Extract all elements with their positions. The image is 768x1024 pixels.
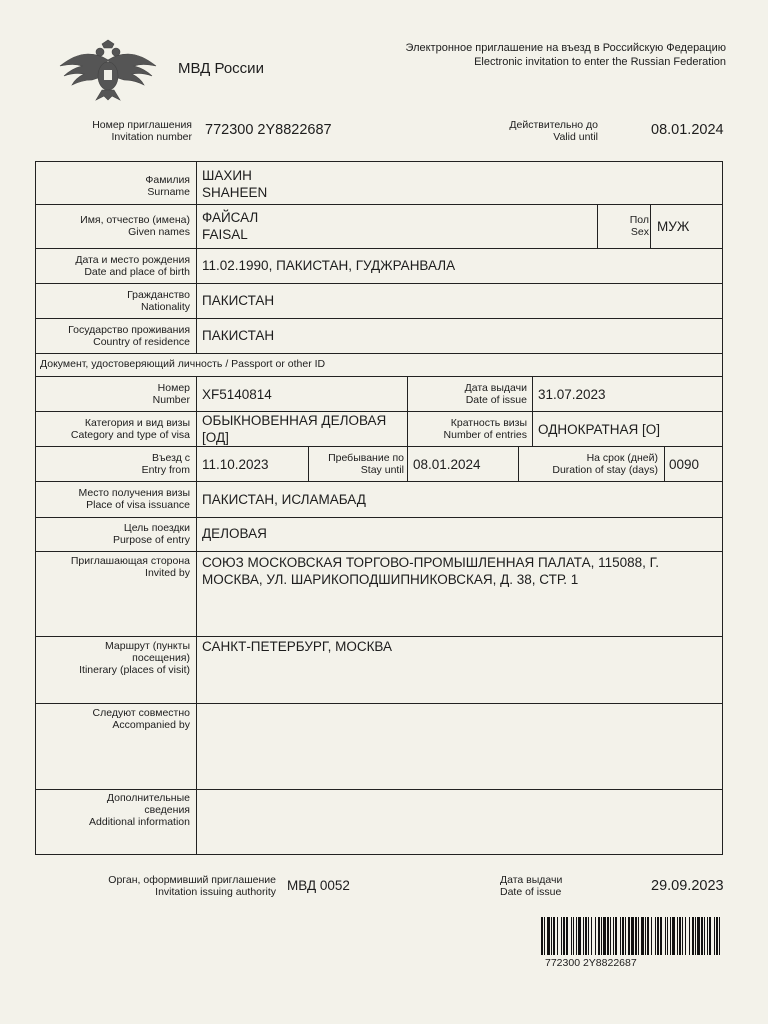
valid-until-label (460, 119, 598, 143)
purpose-label-en: Purpose of entry (112, 534, 190, 546)
birth-label (36, 254, 190, 278)
footer-issue-date-value: 29.09.2023 (651, 878, 724, 894)
passport-section-header: Документ, удостоверяющий личность / Passport or other ID (40, 358, 326, 370)
itinerary-label-ru-1: Маршрут (пункты (105, 640, 190, 652)
document-title-ru: Электронное приглашение на въезд в Российскую Федерацию (405, 42, 726, 54)
surname-value-ru: ШАХИН (202, 168, 252, 183)
entry-from-label-ru: Въезд с (151, 452, 190, 464)
residence-value: ПАКИСТАН (202, 328, 275, 343)
invited-by-label (36, 555, 190, 579)
issue-date-label-ru: Дата выдачи (464, 382, 527, 394)
given-names-value-ru: ФАЙСАЛ (202, 210, 259, 225)
invitation-number-label-ru: Номер приглашения (92, 119, 192, 131)
stay-until-label-en: Stay until (360, 464, 404, 476)
passport-number-label (36, 382, 190, 406)
issuing-authority-value: МВД 0052 (287, 878, 350, 893)
footer-issue-date-label-ru: Дата выдачи (500, 874, 563, 886)
sex-label-en: Sex (630, 226, 649, 238)
valid-until-date: 08.01.2024 (651, 122, 724, 138)
issuance-place-label-en: Place of visa issuance (86, 499, 190, 511)
additional-info-label-ru-1: Дополнительные (106, 792, 190, 804)
issuance-place-label (36, 487, 190, 511)
issuing-authority-label-ru: Орган, оформивший приглашение (108, 874, 276, 886)
residence-label (36, 324, 190, 348)
stay-until-label (308, 452, 404, 476)
birth-label-en: Date and place of birth (84, 266, 190, 278)
given-names-label (36, 214, 190, 238)
additional-info-label-en: Additional information (89, 816, 190, 828)
duration-label (518, 452, 658, 476)
given-names-label-ru: Имя, отчество (имена) (80, 214, 190, 226)
sex-label (597, 214, 649, 238)
visa-category-label-en: Category and type of visa (70, 429, 190, 441)
stay-until-value: 08.01.2024 (413, 457, 481, 472)
residence-label-ru: Государство проживания (68, 324, 190, 336)
entries-label (407, 417, 527, 441)
visa-category-value-line2: [ОД] (202, 430, 229, 445)
issuance-place-label-ru: Место получения визы (78, 487, 190, 499)
visa-category-label (36, 417, 190, 441)
issuing-authority-label (60, 874, 276, 898)
purpose-label (36, 522, 190, 546)
purpose-value: ДЕЛОВАЯ (202, 526, 267, 541)
document-title (406, 41, 726, 69)
surname-value-en: SHAHEEN (202, 185, 268, 200)
surname-value (202, 167, 267, 201)
issuing-authority-label-en: Invitation issuing authority (155, 886, 276, 898)
invited-by-value-line1: СОЮЗ МОСКОВСКАЯ ТОРГОВО-ПРОМЫШЛЕННАЯ ПАЛАТА, 115088, Г. (202, 555, 660, 570)
itinerary-value: САНКТ-ПЕТЕРБУРГ, МОСКВА (202, 639, 392, 654)
footer-issue-date-label (500, 874, 596, 898)
invitation-number-label-en: Invitation number (111, 131, 192, 143)
invitation-number-label (60, 119, 192, 143)
given-names-value (202, 209, 258, 243)
given-names-value-en: FAISAL (202, 227, 248, 242)
document-title-en: Electronic invitation to enter the Russian Federation (474, 56, 726, 68)
issue-date-label (407, 382, 527, 406)
sex-value: МУЖ (657, 219, 690, 234)
issue-date-label-en: Date of issue (465, 394, 527, 406)
entry-from-label (36, 452, 190, 476)
invited-by-label-ru: Приглашающая сторона (70, 555, 190, 567)
entry-from-value: 11.10.2023 (202, 457, 269, 472)
given-names-label-en: Given names (128, 226, 190, 238)
nationality-label-en: Nationality (140, 301, 190, 313)
duration-value: 0090 (669, 457, 700, 472)
accompanied-label-en: Accompanied by (112, 719, 190, 731)
visa-category-label-ru: Категория и вид визы (84, 417, 190, 429)
itinerary-label-en: Itinerary (places of visit) (79, 664, 190, 676)
footer-issue-date-label-en: Date of issue (500, 886, 562, 898)
duration-label-ru: На срок (дней) (586, 452, 658, 464)
invited-by-value (202, 554, 659, 588)
birth-label-ru: Дата и место рождения (75, 254, 190, 266)
additional-info-label (36, 792, 190, 828)
double-headed-eagle-icon (58, 38, 158, 102)
stay-until-label-ru: Пребывание по (328, 452, 404, 464)
issue-date-value: 31.07.2023 (538, 387, 606, 402)
issuance-place-value: ПАКИСТАН, ИСЛАМАБАД (202, 492, 366, 507)
valid-until-label-en: Valid until (553, 131, 598, 143)
birth-value: 11.02.1990, ПАКИСТАН, ГУДЖРАНВАЛА (202, 258, 456, 273)
surname-label-en: Surname (147, 186, 190, 198)
surname-label (36, 174, 190, 198)
visa-category-value-line1: ОБЫКНОВЕННАЯ ДЕЛОВАЯ (202, 413, 387, 428)
invitation-details-table (35, 161, 723, 855)
entries-label-en: Number of entries (443, 429, 527, 441)
surname-label-ru: Фамилия (145, 174, 190, 186)
ministry-name: МВД России (178, 60, 264, 77)
accompanied-label (36, 707, 190, 731)
passport-number-label-ru: Номер (157, 382, 190, 394)
nationality-label-ru: Гражданство (127, 289, 190, 301)
nationality-label (36, 289, 190, 313)
nationality-value: ПАКИСТАН (202, 293, 275, 308)
entries-label-ru: Кратность визы (450, 417, 527, 429)
entries-value: ОДНОКРАТНАЯ [О] (538, 422, 661, 437)
entry-from-label-en: Entry from (141, 464, 190, 476)
valid-until-label-ru: Действительно до (509, 119, 598, 131)
itinerary-label-ru-2: посещения) (132, 652, 190, 664)
barcode-number: 772300 2Y8822687 (545, 957, 637, 969)
barcode-icon (541, 917, 721, 955)
invited-by-label-en: Invited by (145, 567, 190, 579)
additional-info-label-ru-2: сведения (144, 804, 190, 816)
itinerary-label (36, 640, 190, 676)
sex-label-ru: Пол (629, 214, 649, 226)
passport-number-value: XF5140814 (202, 387, 272, 402)
purpose-label-ru: Цель поездки (123, 522, 190, 534)
passport-number-label-en: Number (152, 394, 190, 406)
residence-label-en: Country of residence (93, 336, 190, 348)
invitation-number: 772300 2Y8822687 (205, 122, 332, 138)
visa-category-value (202, 412, 386, 446)
accompanied-label-ru: Следуют совместно (92, 707, 190, 719)
duration-label-en: Duration of stay (days) (552, 464, 658, 476)
invited-by-value-line2: МОСКВА, УЛ. ШАРИКОПОДШИПНИКОВСКАЯ, Д. 38, СТР. 1 (202, 572, 579, 587)
